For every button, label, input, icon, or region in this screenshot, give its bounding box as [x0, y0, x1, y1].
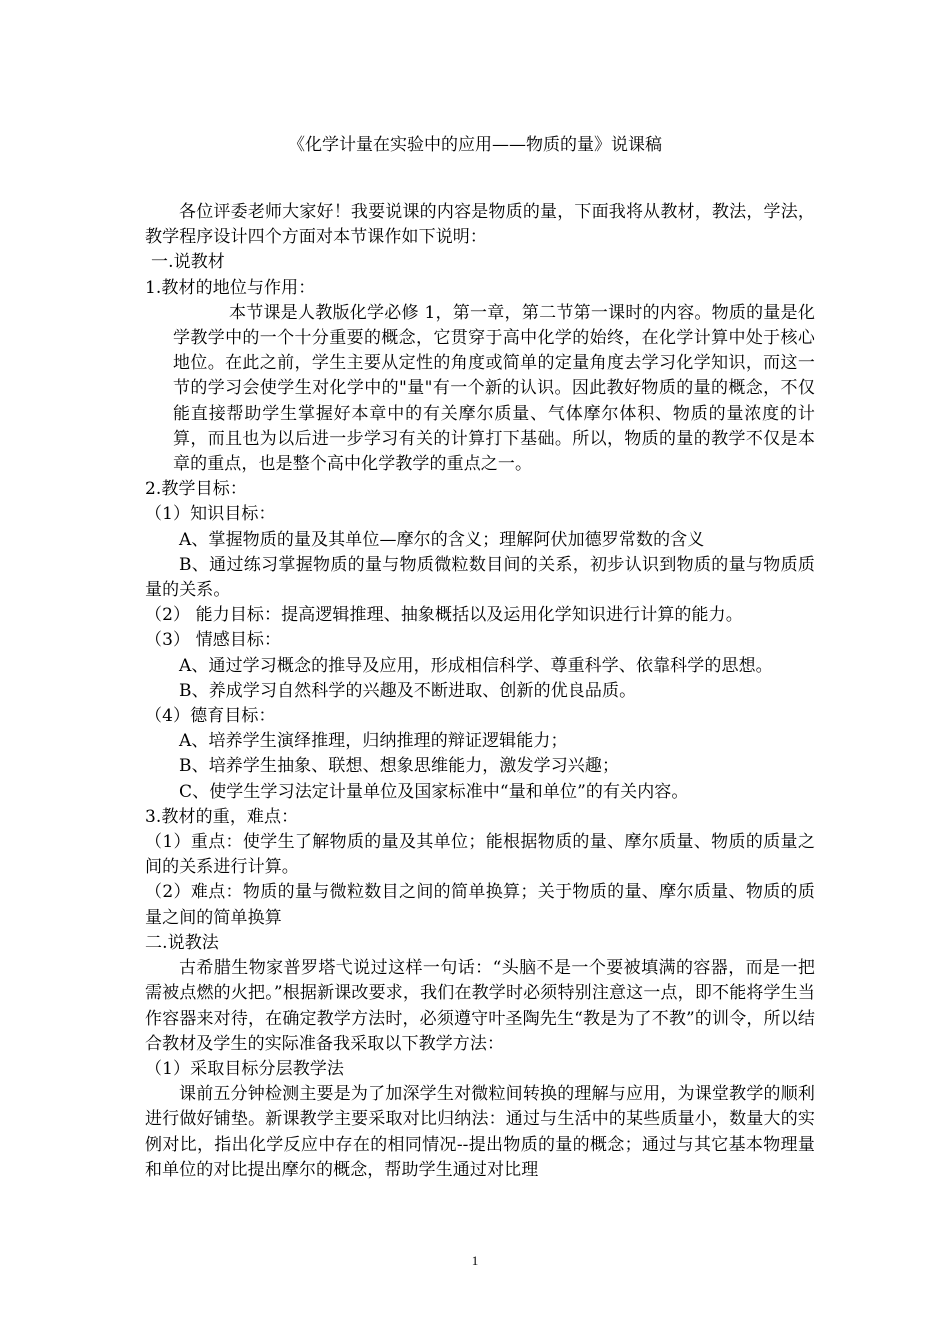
document-title: 《化学计量在实验中的应用——物质的量》说课稿	[288, 135, 662, 155]
list-item: C、使学生学习法定计量单位及国家标准中“量和单位”的有关内容。	[179, 781, 689, 802]
list-item: B、养成学习自然科学的兴趣及不断进取、创新的优良品质。	[179, 680, 637, 701]
list-heading: （1）采取目标分层教学法	[145, 1058, 345, 1079]
list-item: （1）重点：使学生了解物质的量及其单位；能根据物质的量、摩尔质量、物质的质量之间的关系进行计算。	[145, 832, 815, 878]
section-heading: 二.说教法	[145, 932, 219, 953]
subsection-heading: 1.教材的地位与作用：	[145, 277, 316, 298]
list-item: （2）难点：物质的量与微粒数目之间的简单换算；关于物质的量、摩尔质量、物质的质量之间的简单换算	[145, 882, 815, 928]
document-body	[145, 200, 815, 1183]
body-paragraph: 本节课是人教版化学必修 1，第一章，第二节第一课时的内容。物质的量是化学教学中的一个十分重要的概念，它贯穿于高中化学的始终，在化学计算中处于核心地位。在此之前，学生主要从定性的角度或简单的定量角度去学习化学知识，而这一节的学习会使学生对化学中的"量"有一个新的认识。因此教好物质的量的概念，不仅能直接帮助学生掌握好本章中的有关摩尔质量、气体摩尔体积、物质的量浓度的计算，而且也为以后进一步学习有关的计算打下基础。所以，物质的量的教学不仅是本章的重点，也是整个高中化学教学的重点之一。	[173, 302, 815, 475]
list-heading: （4）德育目标：	[145, 706, 276, 727]
body-paragraph: 课前五分钟检测主要是为了加深学生对微粒间转换的理解与应用，为课堂教学的顺利进行做好铺垫。新课教学主要采取对比归纳法：通过与生活中的某些质量小，数量大的实例对比，指出化学反应中存在的相同情况--提出物质的量的概念；通过与其它基本物理量和单位的对比提出摩尔的概念，帮助学生通过对比理	[145, 1084, 815, 1180]
page-number: 1	[471, 1253, 479, 1268]
list-item: A、掌握物质的量及其单位—摩尔的含义；理解阿伏加德罗常数的含义	[179, 529, 705, 550]
list-item: B、培养学生抽象、联想、想象思维能力，激发学习兴趣；	[179, 756, 620, 777]
list-heading: （2） 能力目标：提高逻辑推理、抽象概括以及运用化学知识进行计算的能力。	[145, 605, 743, 626]
list-item: B、通过练习掌握物质的量与物质微粒数目间的关系，初步认识到物质的量与物质质量的关系。	[145, 554, 815, 601]
list-heading: （1）知识目标：	[145, 504, 276, 525]
section-heading: 一.说教材	[151, 252, 225, 273]
intro-paragraph: 各位评委老师大家好！我要说课的内容是物质的量，下面我将从教材，教法，学法，教学程序设计四个方面对本节课作如下说明：	[145, 202, 815, 248]
subsection-heading: 3.教材的重，难点：	[145, 806, 299, 827]
list-item: A、通过学习概念的推导及应用，形成相信科学、尊重科学、依靠科学的思想。	[179, 655, 773, 676]
list-heading: （3） 情感目标：	[145, 630, 282, 651]
subsection-heading: 2.教学目标：	[145, 479, 247, 500]
body-paragraph: 古希腊生物家普罗塔弋说过这样一句话：“头脑不是一个要被填满的容器，而是一把需被点燃的火把。”根据新课改要求，我们在教学时必须特别注意这一点，即不能将学生当作容器来对待，在确定教学方法时，必须遵守叶圣陶先生“教是为了不教”的训令，所以结合教材及学生的实际准备我采取以下教学方法：	[145, 958, 815, 1054]
list-item: A、培养学生演绎推理，归纳推理的辩证逻辑能力；	[179, 731, 568, 752]
